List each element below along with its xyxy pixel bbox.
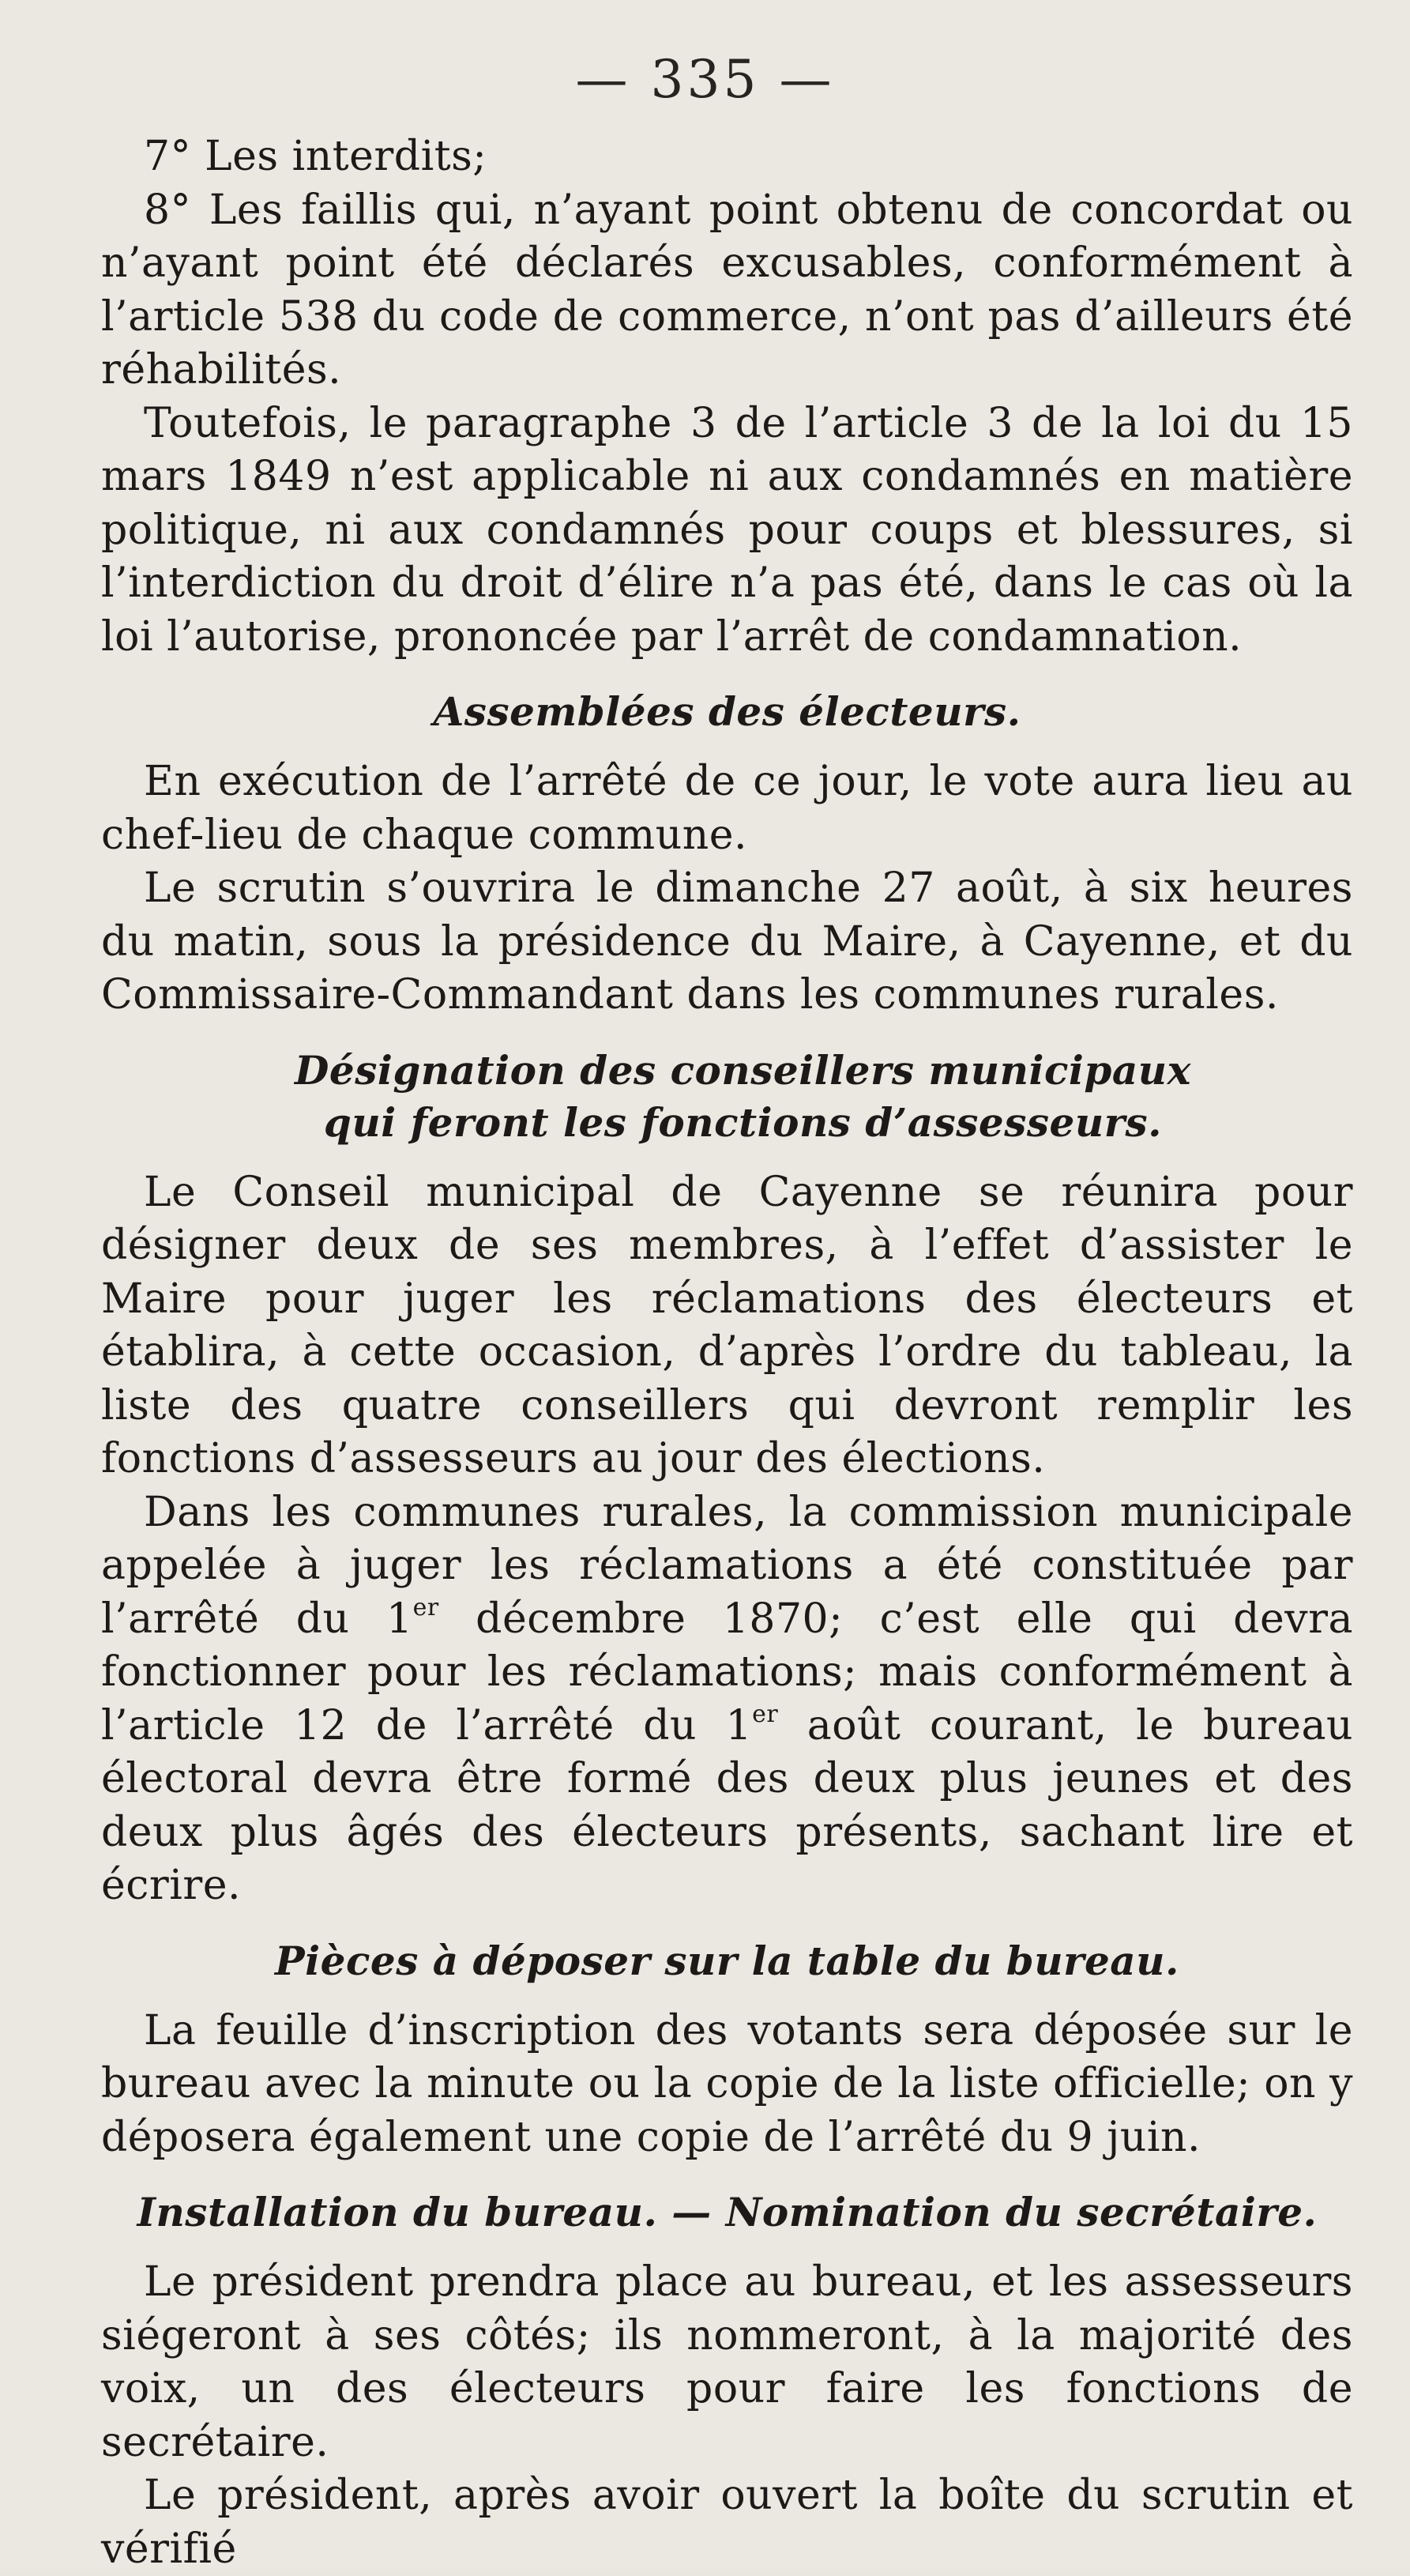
- paragraph-president-boite: Le président, après avoir ouvert la boîte du scrutin et vérifié: [101, 2472, 1353, 2573]
- text-segment: Dans les communes rurales, la commission municipale appelée à juger les réclamations a été constituée par l’arrêté du 1: [101, 1488, 1353, 1643]
- superscript-er: er: [752, 1700, 779, 1728]
- section-heading-assemblees: Assemblées des électeurs.: [433, 688, 1021, 735]
- paragraph-president-place: Le président prendra place au bureau, et les assesseurs siégeront à ses côtés; ils nommeront, à la majorité des voix, un des électeurs pour faire les fonctions de secrétaire.: [101, 2258, 1353, 2466]
- section-heading-pieces: Pièces à déposer sur la table du bureau.: [275, 1937, 1179, 1984]
- text-segment: décembre 1870; c’est elle qui devra fonctionner pour les réclamations; mais conformément à l’article 12 de l’arrêté du 1: [101, 1595, 1353, 1749]
- paragraph-interdits: 7° Les interdits;: [144, 133, 487, 180]
- section-heading-designation: Désignation des conseillers municipaux qui feront les fonctions d’assesseurs.: [295, 1046, 1191, 1146]
- paragraph-communes-rurales: [101, 1486, 1353, 1913]
- paragraph-scrutin: Le scrutin s’ouvrira le dimanche 27 août, à six heures du matin, sous la présidence du Maire, à Cayenne, et du Commissaire-Commandant dans les communes rurales.: [101, 864, 1353, 1019]
- paragraph-toutefois: Toutefois, le paragraphe 3 de l’article 3 de la loi du 15 mars 1849 n’est applicable ni aux condamnés en matière politique, ni aux condamnés pour coups et blessures, si l’interdiction du droit d’élire n’a pas été, dans le cas où la loi l’autorise, prononcée par l’arrêt de condamnation.: [101, 399, 1353, 661]
- superscript-er: er: [412, 1593, 439, 1621]
- paragraph-conseil-municipal: Le Conseil municipal de Cayenne se réunira pour désigner deux de ses membres, à l’effet d’assister le Maire pour juger les réclamations des électeurs et établira, à cette occasion, d’après l’ordre du tableau, la liste des quatre conseillers qui devront remplir les fonctions d’assesseurs au jour des élections.: [101, 1168, 1353, 1482]
- paragraph-feuille-inscription: La feuille d’inscription des votants sera déposée sur le bureau avec la minute ou la copie de la liste officielle; on y déposera également une copie de l’arrêté du 9 juin.: [101, 2006, 1353, 2161]
- text-segment: août courant, le bureau électoral devra être formé des deux plus jeunes et des deux plus âgés des électeurs présents, sachant lire et écrire.: [101, 1701, 1354, 1909]
- section-heading-installation: Installation du bureau. — Nomination du secrétaire.: [137, 2189, 1318, 2235]
- paragraph-execution: En exécution de l’arrêté de ce jour, le vote aura lieu au chef-lieu de chaque commune.: [101, 758, 1353, 859]
- paragraph-faillis: 8° Les faillis qui, n’ayant point obtenu de concordat ou n’ayant point été déclarés excusables, conformément à l’article 538 du code de commerce, n’ont pas d’ailleurs été réhabilités.: [101, 186, 1353, 394]
- document-body: [101, 130, 1353, 2576]
- page-number: — 335 —: [575, 49, 835, 110]
